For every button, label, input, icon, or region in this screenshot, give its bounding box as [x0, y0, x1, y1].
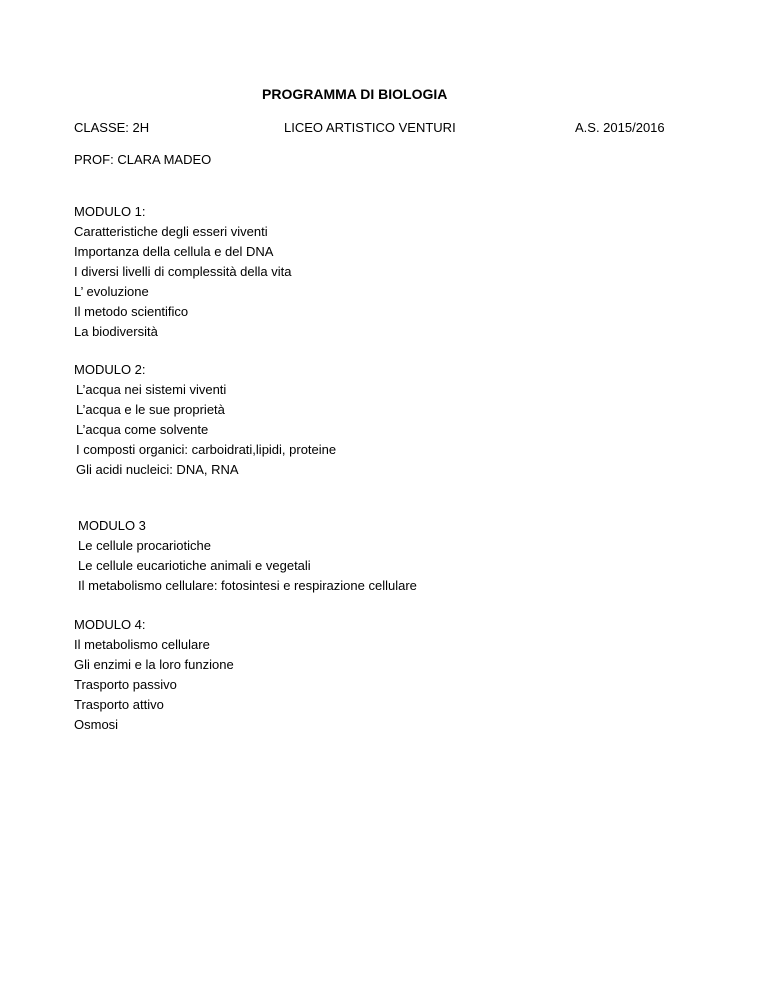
module-item: La biodiversità: [74, 324, 158, 339]
module-item: Importanza della cellula e del DNA: [74, 244, 274, 259]
module-item: Osmosi: [74, 717, 119, 732]
module-heading: MODULO 2:: [74, 362, 146, 377]
module-item: L’acqua nei sistemi viventi: [76, 382, 227, 397]
module-item: Caratteristiche degli esseri viventi: [74, 224, 268, 239]
module-heading: MODULO 1:: [74, 204, 146, 219]
module-item: Le cellule procariotiche: [78, 538, 211, 553]
class-label: CLASSE: 2H: [74, 120, 150, 135]
module-item: I composti organici: carboidrati,lipidi, proteine: [76, 442, 337, 457]
module-item: L’ evoluzione: [74, 284, 149, 299]
module-heading: MODULO 3: [78, 518, 146, 533]
module-3: [78, 516, 417, 596]
module-2: [74, 360, 336, 480]
module-item: Trasporto attivo: [74, 697, 164, 712]
module-item: Il metodo scientifico: [74, 304, 189, 319]
module-1: [74, 202, 291, 342]
page-title: PROGRAMMA DI BIOLOGIA: [262, 86, 448, 102]
module-item: Gli acidi nucleici: DNA, RNA: [76, 462, 239, 477]
school-name: LICEO ARTISTICO VENTURI: [284, 120, 456, 135]
module-item: I diversi livelli di complessità della vita: [74, 264, 292, 279]
module-item: Trasporto passivo: [74, 677, 177, 692]
module-item: Il metabolismo cellulare: fotosintesi e respirazione cellulare: [78, 578, 417, 593]
module-item: Gli enzimi e la loro funzione: [74, 657, 234, 672]
module-item: Le cellule eucariotiche animali e vegetali: [78, 558, 311, 573]
module-heading: MODULO 4:: [74, 617, 146, 632]
module-item: Il metabolismo cellulare: [74, 637, 210, 652]
module-item: L’acqua e le sue proprietà: [76, 402, 225, 417]
school-year: A.S. 2015/2016: [575, 120, 665, 135]
teacher-name: PROF: CLARA MADEO: [74, 152, 212, 167]
module-item: L’acqua come solvente: [76, 422, 209, 437]
module-4: [74, 615, 234, 735]
